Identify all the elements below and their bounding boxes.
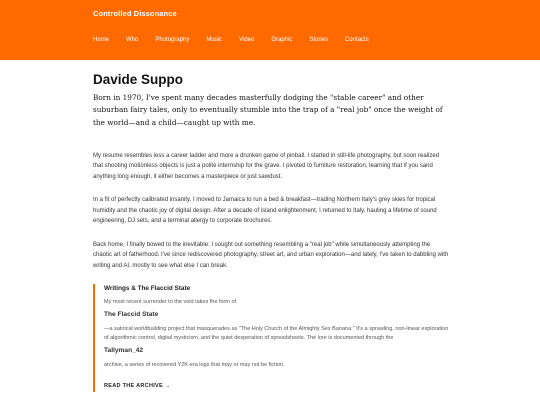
nav-item-photography[interactable]: Photography — [155, 37, 190, 43]
nav-item-who[interactable]: Who — [126, 37, 139, 43]
body-paragraph: In a fit of perfectly calibrated insanity, I moved to Jamaica to run a bed & breakfast—trading Northern Italy's grey skies for tropical humidity and the chaotic joy of digital design. After a decade of island enlightenment, I returned to Italy, hauling a lifetime of sound engineering, DJ sets, and a terminal allergy to corporate brochures. — [93, 197, 437, 225]
main-content — [93, 72, 449, 392]
nav-item-contacts[interactable]: Contacts — [345, 37, 369, 43]
main-nav — [93, 37, 386, 43]
lead-paragraph: Born in 1970, I've spent many decades masterfully dodging the "stable career" and other suburban fairy tales, only to eventually stumble into the trap of a "real job" once the weight of the world—and a child—caught up with me. — [93, 93, 443, 127]
body-paragraph: Back home, I finally bowed to the inevitable: I sought out something resembling a "real job" while simultaneously attempting the chaotic art of fatherhood. I've since rediscovered photography, street art, and urban exploration—and lately, I've taken to dabbling with writing and AI, mostly to see what else I can break. — [93, 241, 449, 269]
nav-item-video[interactable]: Video — [239, 37, 255, 43]
project-title-flaccid-state: The Flaccid State — [104, 311, 159, 319]
site-title[interactable]: Controlled Dissonance — [93, 9, 177, 18]
read-archive-link[interactable]: READ THE ARCHIVE → — [104, 383, 171, 390]
page-title: Davide Suppo — [93, 72, 184, 87]
callout-heading: Writings & The Flaccid State — [104, 285, 191, 293]
site-header — [0, 0, 540, 60]
nav-item-stories[interactable]: Stories — [309, 37, 329, 43]
nav-item-music[interactable]: Music — [206, 37, 223, 43]
callout-intro: My most recent surrender to the void takes the form of — [104, 299, 237, 306]
writings-callout — [93, 284, 449, 392]
nav-item-graphic[interactable]: Graphic — [271, 37, 293, 43]
project-description: —a satirical worldbuilding project that masquerades as "The Holy Church of the Almighty Sex Banana." It's a sprawling, non-linear exploration of algorithmic control, digital mysticism, and the quiet desperation of spreadsheets. The lore is documented through the — [104, 326, 449, 342]
archive-description: archive, a series of recovered Y2K-era logs that may or may not be fiction. — [104, 362, 285, 369]
body-paragraph: My resume resembles less a career ladder and more a drunken game of pinball. I started in still-life photography, but soon realized that shooting motionless objects is just a polite internship for the grave. I pivoted to furniture restoration, learning that if you sand anything long enough, it either becomes a masterpiece or just sawdust. — [93, 152, 440, 180]
nav-item-home[interactable]: Home — [93, 37, 110, 43]
project-title-tallyman: Tallyman_42 — [104, 347, 144, 355]
